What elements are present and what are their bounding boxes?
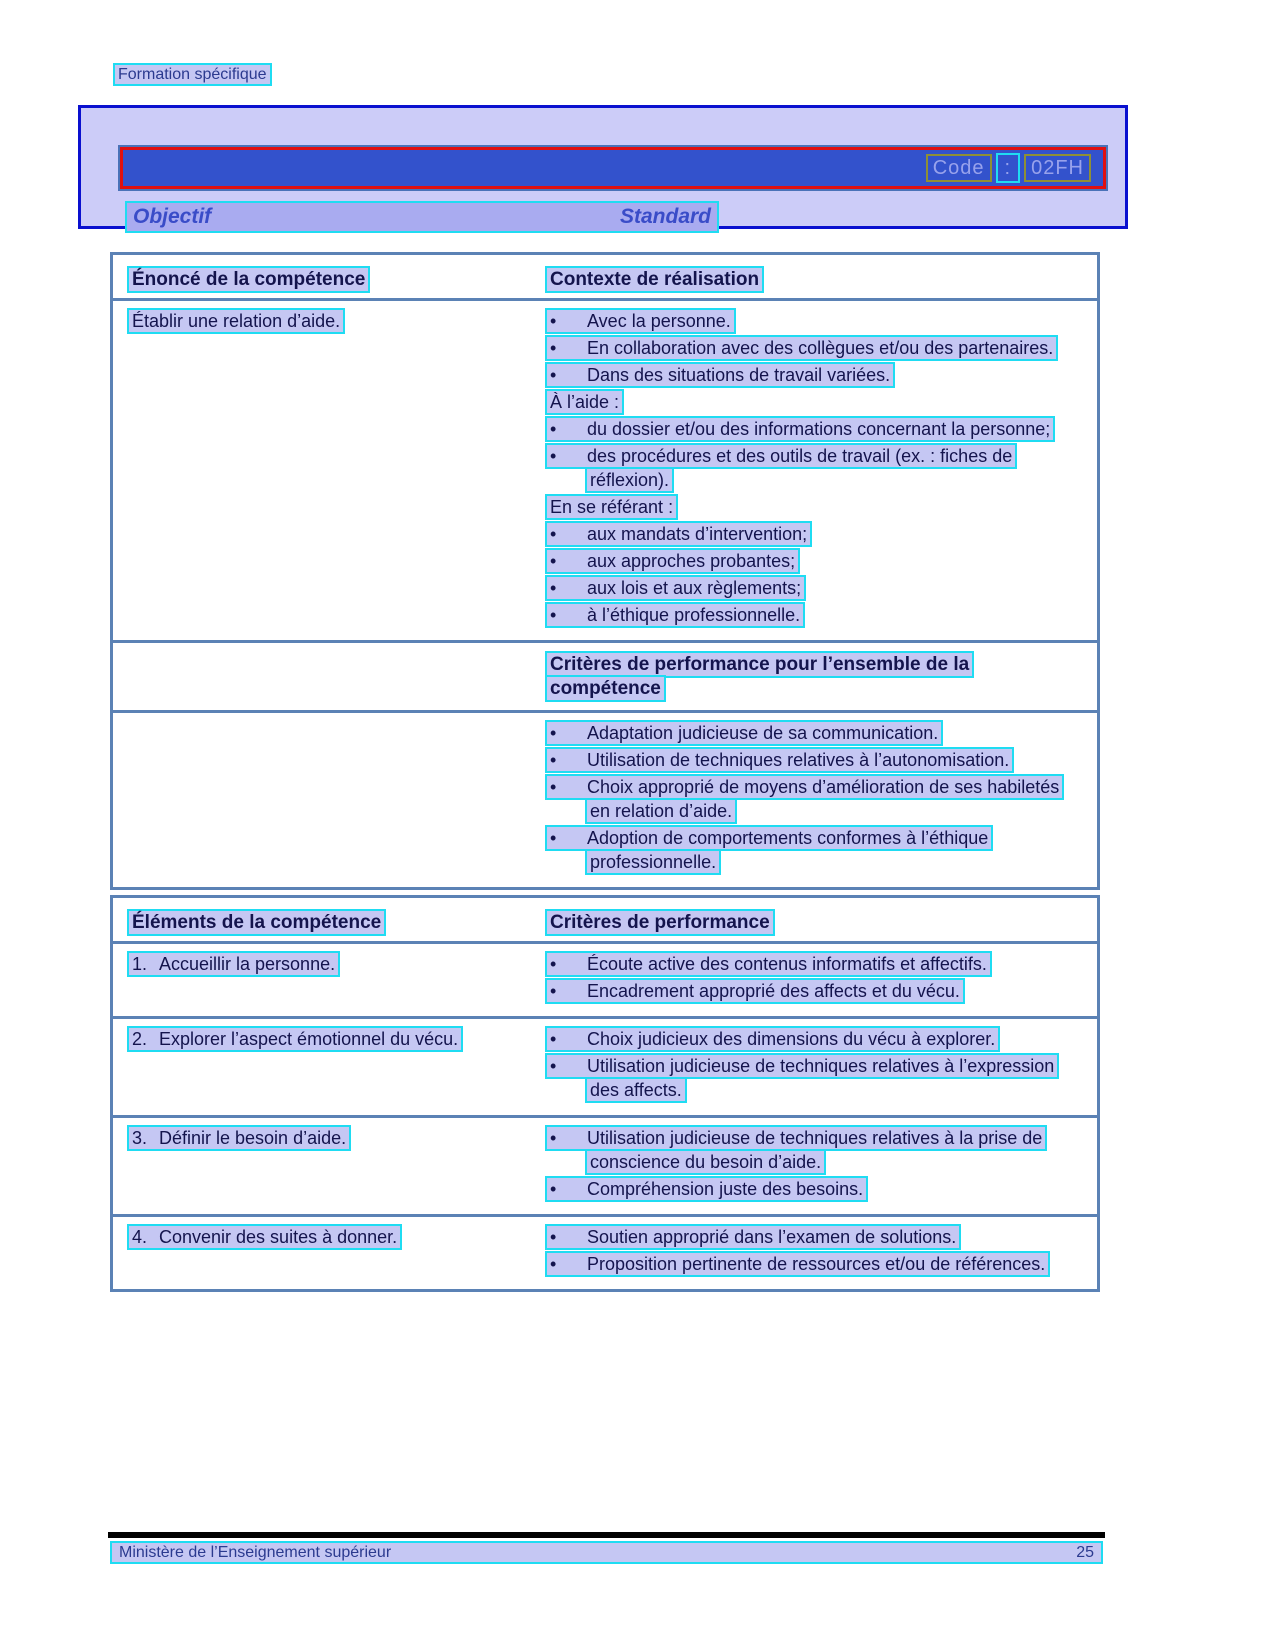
elements-header-cell <box>127 911 545 934</box>
bullet-item <box>545 445 1067 493</box>
element-text <box>127 951 340 977</box>
list-item-text: aux mandats d’intervention; <box>587 524 808 544</box>
bullet-item <box>545 980 1085 1004</box>
list-item-text: Utilisation judicieuse de techniques relatives à l’expression des affects. <box>587 1056 1055 1100</box>
bullet-icon: • <box>550 723 557 743</box>
criteres-cell <box>545 1226 1097 1280</box>
bullet-icon: • <box>550 419 557 439</box>
bullet-item <box>545 749 1067 773</box>
elements-header: Éléments de la compétence <box>127 909 386 936</box>
element-cell <box>127 1127 545 1205</box>
bullet-icon: • <box>550 1254 557 1274</box>
table-row <box>113 1214 1097 1289</box>
enonce-text: Établir une relation d’aide. <box>127 308 345 334</box>
list-item-text: En se référant : <box>550 497 674 517</box>
element-cell <box>127 953 545 1007</box>
title-bar <box>120 147 1106 189</box>
element-text <box>127 1125 351 1151</box>
element-number: 3. <box>132 1128 148 1148</box>
list-label <box>545 391 1067 415</box>
code-separator: : <box>996 153 1021 183</box>
bullet-icon: • <box>550 1179 557 1199</box>
bullet-icon: • <box>550 524 557 544</box>
element-label: Accueillir la personne. <box>159 954 336 974</box>
list-item-text: Adoption de comportements conformes à l’éthique professionnelle. <box>587 828 989 872</box>
table-row <box>113 1115 1097 1214</box>
bullet-icon: • <box>550 605 557 625</box>
criteres-cell <box>545 1127 1097 1205</box>
bullet-icon: • <box>550 954 557 974</box>
title-bar-frame <box>118 145 1108 191</box>
criteres-ensemble-cell <box>545 722 1097 878</box>
contexte-header-cell <box>545 268 1097 291</box>
list-item-text: Utilisation judicieuse de techniques relatives à la prise de conscience du besoin d’aide. <box>587 1128 1043 1172</box>
bullet-icon: • <box>550 828 557 848</box>
bullet-item <box>545 310 1067 334</box>
criteres-list <box>545 1127 1085 1202</box>
criteres-header: Critères de performance <box>545 909 775 936</box>
table2-header-row <box>113 898 1097 941</box>
bullet-item <box>545 953 1085 977</box>
footer-rule <box>108 1532 1105 1538</box>
criteres-list <box>545 1028 1085 1103</box>
bullet-item <box>545 337 1067 361</box>
enonce-contexte-row <box>113 298 1097 640</box>
list-item-text: du dossier et/ou des informations concernant la personne; <box>587 419 1051 439</box>
bullet-icon: • <box>550 551 557 571</box>
contexte-list <box>545 310 1067 628</box>
table-row <box>113 1016 1097 1115</box>
bullet-icon: • <box>550 446 557 466</box>
list-item-text: Proposition pertinente de ressources et/ou de références. <box>587 1254 1046 1274</box>
list-item-text: Encadrement approprié des affects et du vécu. <box>587 981 960 1001</box>
enonce-header-cell <box>127 268 545 291</box>
table1-header-row <box>113 255 1097 298</box>
bullet-item <box>545 1253 1085 1277</box>
code-field <box>926 153 1091 183</box>
criteres-header-cell <box>545 911 1097 934</box>
criteres-ensemble-header-cell <box>545 653 1097 701</box>
element-number: 2. <box>132 1029 148 1049</box>
tables-wrapper <box>110 252 1100 1292</box>
bullet-item <box>545 1055 1085 1103</box>
list-item-text: Écoute active des contenus informatifs et affectifs. <box>587 954 987 974</box>
bullet-icon: • <box>550 311 557 331</box>
bullet-item <box>545 722 1067 746</box>
list-item-text: Dans des situations de travail variées. <box>587 365 891 385</box>
list-item-text: Soutien approprié dans l’examen de solutions. <box>587 1227 957 1247</box>
element-cell <box>127 1226 545 1280</box>
objectif-standard-row <box>125 201 719 233</box>
list-item-text: des procédures et des outils de travail (ex. : fiches de réflexion). <box>587 446 1013 490</box>
criteres-ensemble-list <box>545 722 1067 875</box>
elements-table <box>110 895 1100 1292</box>
bullet-icon: • <box>550 578 557 598</box>
criteres-ensemble-row <box>113 710 1097 887</box>
section-label-text: Formation spécifique <box>113 63 272 86</box>
bullet-icon: • <box>550 777 557 797</box>
criteres-ensemble-header: Critères de performance pour l’ensemble de la compétence <box>545 651 974 702</box>
element-number: 1. <box>132 954 148 974</box>
list-item-text: En collaboration avec des collègues et/ou des partenaires. <box>587 338 1054 358</box>
contexte-cell <box>545 310 1097 631</box>
element-label: Définir le besoin d’aide. <box>159 1128 347 1148</box>
bullet-icon: • <box>550 1029 557 1049</box>
bullet-item <box>545 550 1067 574</box>
bullet-item <box>545 1127 1085 1175</box>
enonce-header: Énoncé de la compétence <box>127 266 370 293</box>
list-label <box>545 496 1067 520</box>
competence-table <box>110 252 1100 890</box>
list-item-text: Adaptation judicieuse de sa communication. <box>587 723 939 743</box>
element-text <box>127 1026 463 1052</box>
bullet-item <box>545 776 1067 824</box>
list-item-text: aux approches probantes; <box>587 551 796 571</box>
bullet-item <box>545 418 1067 442</box>
bullet-item <box>545 577 1067 601</box>
bullet-item <box>545 827 1067 875</box>
title-header-box <box>78 105 1128 229</box>
list-item-text: à l’éthique professionnelle. <box>587 605 801 625</box>
list-item-text: aux lois et aux règlements; <box>587 578 802 598</box>
element-text <box>127 1224 402 1250</box>
bullet-item <box>545 1178 1085 1202</box>
contexte-header: Contexte de réalisation <box>545 266 764 293</box>
footer <box>110 1541 1103 1564</box>
criteres-ensemble-header-row <box>113 640 1097 710</box>
list-item-text: À l’aide : <box>550 392 620 412</box>
element-number: 4. <box>132 1227 148 1247</box>
bullet-icon: • <box>550 1056 557 1076</box>
bullet-icon: • <box>550 338 557 358</box>
criteres-cell <box>545 953 1097 1007</box>
empty-cell <box>127 722 545 878</box>
objectif-heading: Objectif <box>133 205 212 228</box>
empty-cell <box>127 653 545 701</box>
bullet-icon: • <box>550 1227 557 1247</box>
bullet-icon: • <box>550 365 557 385</box>
standard-heading: Standard <box>619 205 711 228</box>
bullet-item <box>545 364 1067 388</box>
table-row <box>113 941 1097 1016</box>
element-label: Convenir des suites à donner. <box>159 1227 398 1247</box>
list-item-text: Compréhension juste des besoins. <box>587 1179 864 1199</box>
code-value: 02FH <box>1024 154 1091 182</box>
footer-ministry: Ministère de l’Enseignement supérieur <box>119 1543 392 1561</box>
bullet-item <box>545 523 1067 547</box>
criteres-list <box>545 953 1085 1004</box>
criteres-list <box>545 1226 1085 1277</box>
element-cell <box>127 1028 545 1106</box>
enonce-cell <box>127 310 545 631</box>
element-label: Explorer l’aspect émotionnel du vécu. <box>159 1029 459 1049</box>
criteres-cell <box>545 1028 1097 1106</box>
list-item-text: Utilisation de techniques relatives à l’autonomisation. <box>587 750 1010 770</box>
list-item-text: Avec la personne. <box>587 311 731 331</box>
bullet-item <box>545 604 1067 628</box>
bullet-icon: • <box>550 1128 557 1148</box>
bullet-icon: • <box>550 981 557 1001</box>
list-item-text: Choix judicieux des dimensions du vécu à explorer. <box>587 1029 996 1049</box>
footer-page-number: 25 <box>1076 1543 1094 1561</box>
bullet-item <box>545 1028 1085 1052</box>
bullet-icon: • <box>550 750 557 770</box>
list-item-text: Choix approprié de moyens d’amélioration de ses habiletés en relation d’aide. <box>587 777 1060 821</box>
code-label: Code <box>926 154 992 182</box>
bullet-item <box>545 1226 1085 1250</box>
section-label <box>113 66 272 84</box>
